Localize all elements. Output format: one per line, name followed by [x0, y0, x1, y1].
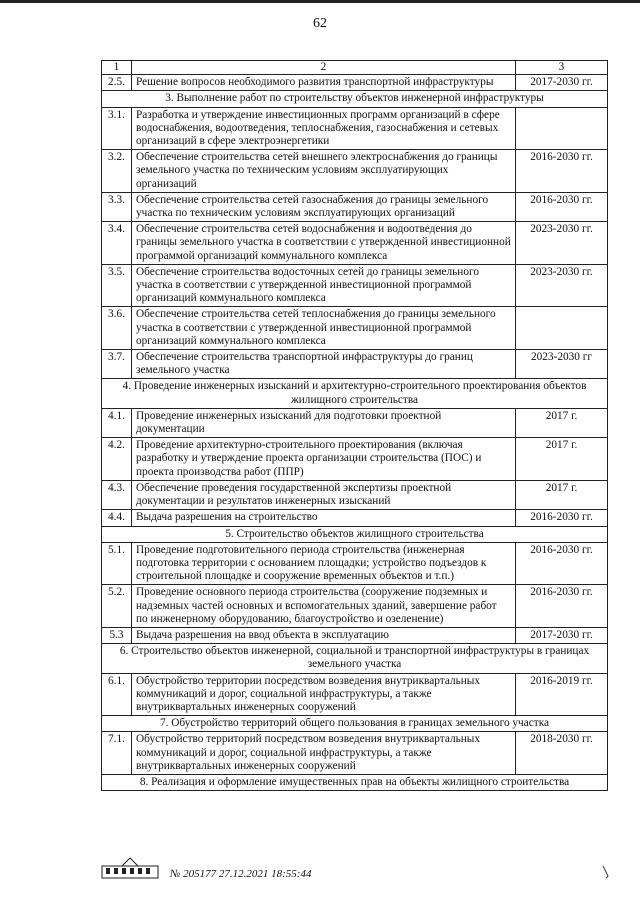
section-row	[102, 526, 608, 542]
table-row	[102, 585, 608, 628]
item-deadline: 2017 г.	[516, 438, 608, 481]
scan-top-edge	[0, 0, 640, 3]
section-row	[102, 91, 608, 107]
item-deadline: 2023-2030 гг	[516, 350, 608, 379]
item-number: 4.1.	[102, 408, 132, 437]
item-deadline	[516, 107, 608, 150]
table-row	[102, 75, 608, 91]
table-row	[102, 732, 608, 775]
section-title: 4. Проведение инженерных изысканий и архитектурно-строительного проектирования объектов жилищного строительства	[102, 379, 608, 408]
section-row	[102, 644, 608, 673]
section-row	[102, 716, 608, 732]
section-title: 3. Выполнение работ по строительству объектов инженерной инфраструктуры	[102, 91, 608, 107]
header-col-1: 1	[102, 61, 132, 75]
item-deadline: 2017-2030 гг.	[516, 627, 608, 643]
table-header-row	[102, 61, 608, 75]
item-description: Обеспечение строительства водосточных сетей до границы земельного участка в соответствии с утвержденной инвестиционной программой организаций коммунального комплекса	[132, 264, 516, 307]
table-row	[102, 350, 608, 379]
item-description: Обеспечение строительства сетей газоснабжения до границы земельного участка по техническим условиям эксплуатирующих организаций	[132, 192, 516, 221]
item-number: 3.2.	[102, 150, 132, 193]
item-number: 5.1.	[102, 542, 132, 585]
footer	[100, 856, 620, 896]
section-row	[102, 774, 608, 790]
item-number: 3.7.	[102, 350, 132, 379]
item-description: Проведение основного периода строительства (сооружение подземных и надземных частей основных и вспомогательных зданий, завершение работ по инженерному оборудованию, благоустройство и озеленение)	[132, 585, 516, 628]
item-number: 4.4.	[102, 510, 132, 526]
item-deadline: 2017 г.	[516, 408, 608, 437]
table-row	[102, 510, 608, 526]
item-description: Обеспечение строительства сетей теплоснабжения до границы земельного участка в соответствии с утвержденной инвестиционной программой организаций коммунального комплекса	[132, 307, 516, 350]
item-deadline: 2016-2019 гг.	[516, 673, 608, 716]
page-number: 62	[313, 16, 327, 31]
item-number: 3.5.	[102, 264, 132, 307]
item-deadline: 2017 г.	[516, 480, 608, 509]
table-row	[102, 627, 608, 643]
item-number: 3.1.	[102, 107, 132, 150]
item-deadline: 2016-2030 гг.	[516, 542, 608, 585]
section-title: 7. Обустройство территорий общего пользования в границах земельного участка	[102, 716, 608, 732]
stamp-text: 205177 27.12.2021 18:55:44	[183, 868, 312, 880]
item-description: Обеспечение строительства сетей водоснабжения и водоотведения до границы земельного участка в соответствии с утвержденной инвестиционной программой организаций коммунального комплекса	[132, 222, 516, 265]
item-deadline: 2016-2030 гг.	[516, 585, 608, 628]
table-row	[102, 408, 608, 437]
table-row	[102, 222, 608, 265]
item-number: 4.3.	[102, 480, 132, 509]
section-title: 6. Строительство объектов инженерной, социальной и транспортной инфраструктуры в границах земельного участка	[102, 644, 608, 673]
stamp-prefix: №	[170, 868, 181, 880]
item-deadline: 2016-2030 гг.	[516, 510, 608, 526]
table-row	[102, 107, 608, 150]
table-row	[102, 480, 608, 509]
table-row	[102, 307, 608, 350]
section-row	[102, 379, 608, 408]
item-description: Разработка и утверждение инвестиционных программ организаций в сфере водоснабжения, водоотведения, теплоснабжения, газоснабжения и сетевых организаций в сфере электроэнергетики	[132, 107, 516, 150]
item-number: 3.3.	[102, 192, 132, 221]
item-description: Проведение инженерных изысканий для подготовки проектной документации	[132, 408, 516, 437]
item-deadline: 2023-2030 гг.	[516, 264, 608, 307]
item-deadline: 2018-2030 гг.	[516, 732, 608, 775]
section-title: 8. Реализация и оформление имущественных прав на объекты жилищного строительства	[102, 774, 608, 790]
item-description: Выдача разрешения на строительство	[132, 510, 516, 526]
table-row	[102, 673, 608, 716]
item-description: Обустройство территорий посредством возведения внутриквартальных коммуникаций и дорог, социальной инфраструктуры, а также внутриквартальных инженерных сооружений	[132, 732, 516, 775]
schedule-table	[101, 60, 608, 791]
header-col-2: 2	[132, 61, 516, 75]
section-title: 5. Строительство объектов жилищного строительства	[102, 526, 608, 542]
table-row	[102, 192, 608, 221]
item-number: 5.3	[102, 627, 132, 643]
item-description: Выдача разрешения на ввод объекта в эксплуатацию	[132, 627, 516, 643]
handwritten-mark-icon	[600, 864, 614, 880]
registration-stamp	[170, 868, 311, 880]
item-deadline: 2023-2030 гг.	[516, 222, 608, 265]
item-number: 4.2.	[102, 438, 132, 481]
table-row	[102, 438, 608, 481]
item-number: 6.1.	[102, 673, 132, 716]
item-description: Проведение подготовительного периода строительства (инженерная подготовка территории с основанием площадки; устройство подъездов к строительной площадке и сооружение временных объектов и т.п.)	[132, 542, 516, 585]
item-deadline	[516, 307, 608, 350]
item-number: 5.2.	[102, 585, 132, 628]
item-number: 3.4.	[102, 222, 132, 265]
table-row	[102, 264, 608, 307]
item-description: Обеспечение проведения государственной экспертизы проектной документации и результатов инженерных изысканий	[132, 480, 516, 509]
item-description: Проведение архитектурно-строительного проектирования (включая разработку и утверждение проекта организации строительства (ПОС) и проекта производства работ (ППР)	[132, 438, 516, 481]
item-description: Обеспечение строительства транспортной инфраструктуры до границ земельного участка	[132, 350, 516, 379]
header-col-3: 3	[516, 61, 608, 75]
item-description: Обеспечение строительства сетей внешнего электроснабжения до границы земельного участка по техническим условиям эксплуатирующих организаций	[132, 150, 516, 193]
item-description: Обустройство территории посредством возведения внутриквартальных коммуникаций и дорог, социальной инфраструктуры, а также внутриквартальных инженерных сооружений	[132, 673, 516, 716]
item-deadline: 2016-2030 гг.	[516, 150, 608, 193]
item-description: Решение вопросов необходимого развития транспортной инфраструктуры	[132, 75, 516, 91]
table-row	[102, 150, 608, 193]
item-deadline: 2017-2030 гг.	[516, 75, 608, 91]
item-number: 7.1.	[102, 732, 132, 775]
item-number: 2.5.	[102, 75, 132, 91]
item-deadline: 2016-2030 гг.	[516, 192, 608, 221]
table-row	[102, 542, 608, 585]
department-seal-logo	[100, 856, 160, 880]
item-number: 3.6.	[102, 307, 132, 350]
